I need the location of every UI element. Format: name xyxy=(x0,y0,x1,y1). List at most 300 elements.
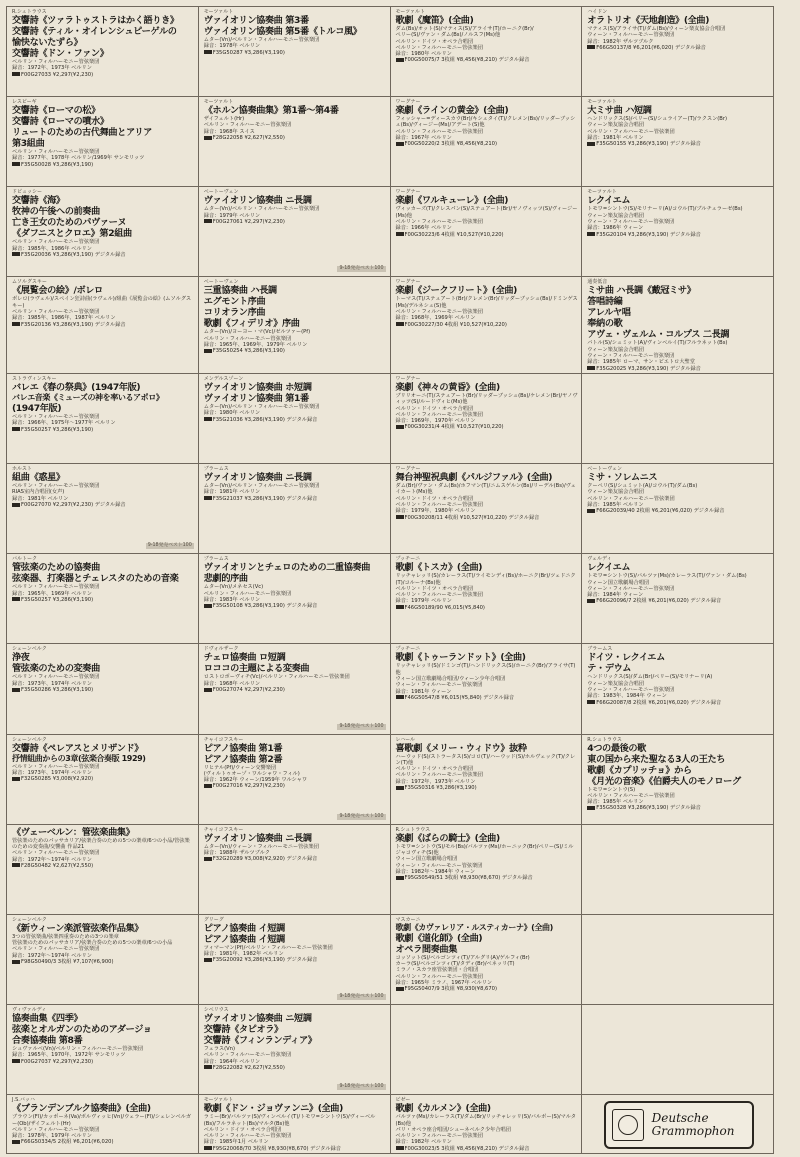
catalog-number xyxy=(204,603,387,609)
catalog-price: F66G50137/8 ¥6,201(¥6,020) デジタル録音 xyxy=(596,44,706,51)
catalog-number xyxy=(204,856,387,862)
catalog-entry xyxy=(391,187,583,277)
composer-name: ブラームス xyxy=(203,556,229,563)
composer-name: プッチーニ xyxy=(395,646,421,653)
catalog-entry xyxy=(7,1005,199,1095)
cd-icon xyxy=(396,515,404,519)
composer-name: モーツァルト xyxy=(395,9,426,15)
work-title: 《ブランデンブルク協奏曲》(全曲) xyxy=(12,1103,151,1115)
cd-icon xyxy=(204,857,212,861)
work-title: チェロ協奏曲 ロ短調 xyxy=(203,652,286,664)
performer-info: ブラウン(Fl)/カッポーネ(Va)/ボルヴィッヒ(Vn)/ウェラー(Fl)/シェレンベルガー(Ob)/ザイフェルト(Hr) xyxy=(12,1114,192,1127)
catalog-number xyxy=(12,427,195,433)
work-title: 楽劇《ワルキューレ》(全曲) xyxy=(395,195,509,207)
performer-info: ベルリン・フィルハーモニー管弦楽団 xyxy=(395,592,483,599)
work-title: 管弦楽のための協奏曲 xyxy=(12,562,100,574)
catalog-number xyxy=(396,1146,579,1152)
performer-info: バルツァ(Ms)/カレーラス(T)/ダム(Br)/リッチャレッリ(S)/バルボー(S)/マルタ(Bs)他 xyxy=(395,1114,576,1127)
performer-info: 録音：1968年 ベルリン xyxy=(203,680,261,687)
empty-cell xyxy=(391,1005,583,1095)
cd-icon xyxy=(204,958,212,962)
performer-info: ベルリン・フィルハーモニー管弦楽団 xyxy=(203,1052,292,1059)
work-title: 《展覧会の絵》/ボレロ xyxy=(12,285,103,297)
catalog-number xyxy=(204,348,387,354)
composer-name: ホルスト xyxy=(12,466,32,473)
release-badge: 9-18発売ベスト100 xyxy=(339,994,384,1000)
catalog-entry xyxy=(391,464,583,554)
catalog-entry xyxy=(7,277,199,373)
cd-icon xyxy=(396,142,404,146)
cd-icon xyxy=(12,1140,20,1144)
cd-icon xyxy=(587,366,595,370)
work-title: 喜歌劇《メリー・ウィドウ》抜粋 xyxy=(395,742,527,754)
catalog-entry xyxy=(391,915,583,1005)
performer-info: ベルリン・フィルハーモニー管弦楽団 xyxy=(395,1133,483,1140)
catalog-price: F35G21036 ¥3,286(¥3,190) デジタル録音 xyxy=(212,416,318,423)
cd-icon xyxy=(587,599,595,603)
performer-info: 録音：1977年、1978年 ベルリン/1969年 サンモリッツ xyxy=(12,155,145,162)
catalog-number xyxy=(204,957,387,963)
performer-info: ムター(Vn)/メネセス(Vc) xyxy=(203,584,264,591)
catalog-entry xyxy=(199,554,391,644)
performer-info: ムター(Vn)/ヨーヨー・マ(Vc)/ゼルツァー(Pf) xyxy=(203,329,311,336)
catalog-entry xyxy=(391,825,583,915)
catalog-number xyxy=(396,424,579,430)
catalog-price: F98G50490/3 3枚組 ¥7,107(¥6,900) xyxy=(21,959,114,966)
performer-info: ベルリン・フィルハーモニー管弦楽団 xyxy=(587,128,675,135)
catalog-number xyxy=(204,417,387,423)
composer-name: シェーンベルク xyxy=(12,646,47,653)
catalog-price: F00G27061 ¥2,297(¥2,230) xyxy=(212,218,285,225)
performer-info: ヘンドリックス(S)/ペリー(S)/シュライアー(T)/ラクスン(Br) xyxy=(587,116,727,123)
performer-info: ベルリン・フィルハーモニー管弦楽団 xyxy=(203,590,292,597)
work-title: 悲劇的序曲 xyxy=(203,573,248,585)
work-title: 管弦楽のための変奏曲 xyxy=(12,663,100,675)
performer-info: 録音：1968年 スイス xyxy=(203,128,255,135)
composer-name: ワーグナー xyxy=(395,99,421,106)
performer-info: 録音：1966年 ベルリン xyxy=(395,225,452,232)
composer-name: ハイドン xyxy=(587,9,608,15)
cd-icon xyxy=(12,427,20,431)
performer-info: 録音：1964年 ベルリン xyxy=(203,1058,261,1065)
catalog-number xyxy=(587,508,770,514)
performer-info: ペリー(S)/ヴァン・ダム(Bs)/ノルスフ(Ms)他 xyxy=(395,32,501,39)
label-logo-cell xyxy=(582,1095,774,1154)
catalog-entry xyxy=(582,554,774,644)
cd-icon xyxy=(12,777,20,781)
catalog-number xyxy=(204,50,387,56)
work-title: 合奏協奏曲 第8番 xyxy=(12,1035,83,1047)
performer-info: ベルリン・フィルハーモニー管弦楽団 xyxy=(203,335,292,342)
composer-name: R.シュトラウス xyxy=(587,736,622,743)
catalog-number xyxy=(587,45,770,51)
cd-icon xyxy=(396,232,404,236)
catalog-entry xyxy=(391,374,583,464)
performer-info: 録音：1972年、1973年 ベルリン xyxy=(395,778,476,785)
performer-info: ベルリン・フィルハーモニー管弦楽団 xyxy=(12,483,100,490)
catalog-price: F35G20092 ¥3,286(¥3,190) デジタル録音 xyxy=(212,957,318,964)
work-title: ロココの主題による変奏曲 xyxy=(203,663,310,675)
work-title: 協奏曲集《四季》 xyxy=(12,1013,83,1025)
performer-info: ウィーン・フィルハーモニー管弦楽団 xyxy=(587,32,675,39)
performer-info: ベルリン・フィルハーモニー管弦楽団 xyxy=(12,763,100,770)
empty-cell xyxy=(582,1005,774,1095)
performer-info: マティス(S)/アライサ(T)/ダム(Bs)/ウィーン楽友協会合唱団 xyxy=(587,26,726,32)
cd-icon xyxy=(587,806,595,810)
work-title: 《ダフニスとクロエ》第2組曲 xyxy=(12,228,132,240)
performer-info: 録音：1985年、1986年 ベルリン xyxy=(12,245,92,252)
work-title: 歌劇《カプリッチョ》から xyxy=(587,764,692,776)
catalog-price: F35G50287 ¥3,286(¥3,190) xyxy=(212,49,285,56)
catalog-price: F00G27016 ¥2,297(¥2,230) xyxy=(212,783,285,790)
performer-info: ウィーン楽友協会合唱団 xyxy=(587,212,644,219)
performer-info: 録音：1973年、1974年 ベルリン xyxy=(12,680,92,687)
work-title: 第3組曲 xyxy=(12,138,45,150)
composer-name: モーツァルト xyxy=(203,99,234,106)
catalog-price: F35G20104 ¥3,286(¥3,190) デジタル録音 xyxy=(596,231,701,238)
catalog-price: F35G50155 ¥3,286(¥3,190) デジタル録音 xyxy=(596,141,701,148)
composer-name: ビゼー xyxy=(395,1097,411,1104)
work-title: (1947年版) xyxy=(12,402,62,414)
catalog-number xyxy=(12,162,195,168)
work-title: ヴァイオリン協奏曲 ニ短調 xyxy=(203,1013,312,1025)
composer-name: ベートーヴェン xyxy=(203,279,239,286)
composer-name: ワーグナー xyxy=(395,375,421,382)
performer-info: ムター(Vn)/ベルリン・フィルハーモニー管弦楽団 xyxy=(203,483,320,490)
catalog-price: F00G30208/11 4枚組 ¥10,527(¥10,220) デジタル録音 xyxy=(404,514,540,521)
performer-info: 録音：1972年、1973年 ベルリン xyxy=(12,65,92,72)
performer-info: 録音：1979年、1980年 ベルリン xyxy=(395,508,476,515)
composer-name: ドヴォルザーク xyxy=(203,646,239,653)
catalog-price: F95G50549/51 3枚組 ¥8,930(¥8,670) デジタル録音 xyxy=(404,875,533,882)
work-title: アレルヤ唱 xyxy=(587,307,631,319)
cd-icon xyxy=(12,162,20,166)
performer-info: トモワ=シントウ(S)/モル(Bs)/バルツァ(Ms)/ホーニック(Br)/ペリー(S)/ミルジャコヴィチ(S)他 xyxy=(395,843,574,857)
cd-icon xyxy=(396,425,404,429)
work-title: 《ホルン協奏曲集》第1番〜第4番 xyxy=(203,105,339,117)
composer-name: ワーグナー xyxy=(395,466,421,473)
performer-info: ベルリン・ドイツ・オペラ合唱団 xyxy=(395,766,474,773)
catalog-entry xyxy=(199,735,391,825)
performer-info: パリ・オペラ座合唱団/シューネベルク少年合唱団 xyxy=(395,1126,511,1133)
cd-icon xyxy=(12,72,20,76)
release-badge: 9-18発売ベスト100 xyxy=(339,813,384,819)
work-title: 交響詩《フィンランディア》 xyxy=(203,1035,317,1047)
performer-info: フェラス(Vn) xyxy=(203,1046,235,1053)
catalog-entry xyxy=(391,735,583,825)
performer-info: ウィーン楽友協会合唱団 xyxy=(587,680,644,687)
catalog-number xyxy=(12,1139,195,1145)
performer-info: 録音：1986年 ウィーン xyxy=(587,225,644,232)
work-title: 歌劇《フィデリオ》序曲 xyxy=(203,318,300,330)
work-title: ヴァイオリン協奏曲 ニ長調 xyxy=(203,472,312,484)
performer-info: トモワ=シントウ(S)/モリナーリ(A)/コウル(T)/ブルチュラーゼ(Bs) xyxy=(587,206,743,213)
catalog-number xyxy=(587,805,770,811)
catalog-number xyxy=(204,135,387,141)
catalog-entry xyxy=(199,187,391,277)
composer-name: レハール xyxy=(395,736,416,743)
performer-info: ブリリオーニ(T)/ステュアート(Br)/リッダーブッシュ(Bs)/ケレメン(Br)/ヤノヴィッツ(S)/ルードヴィヒ(Ms)他 xyxy=(395,392,578,406)
work-title: 抒情組曲からの3章(弦楽合奏版 1929) xyxy=(12,753,146,763)
logo-line-2: Grammophon xyxy=(651,1123,735,1138)
work-title: 東の国から来た聖なる3人の王たち xyxy=(587,753,726,765)
performer-info: リッチャレッリ(S)/カレーラス(T)/ライモンディ(Bs)/ホーニク(Br)/ツェドニク(T)/コルーナ(Bs)他 xyxy=(395,573,576,586)
catalog-entry xyxy=(199,825,391,915)
performer-info: 管弦楽のためのパッサカリア/弦楽合奏のための5つの楽章/6つの小品/管弦楽のための変奏曲/交響曲 作品21 xyxy=(12,837,190,851)
catalog-number xyxy=(587,232,770,238)
cd-icon xyxy=(204,688,212,692)
catalog-price: F95G50407/9 3枚組 ¥8,930(¥8,670) xyxy=(404,986,497,993)
performer-info: ダム(Bs)/オット(S)/マティス(S)/アライサ(T)/ホーニク(Br)/ xyxy=(395,26,534,32)
catalog-number xyxy=(396,785,579,791)
catalog-number xyxy=(587,700,770,706)
catalog-price: F35G20025 ¥3,286(¥3,190) デジタル録音 xyxy=(596,365,701,372)
catalog-price: F35G50316 ¥3,286(¥3,190) xyxy=(404,785,477,792)
work-title: オラトリオ《天地創造》(全曲) xyxy=(587,15,709,26)
work-title: 愉快ないたずら》 xyxy=(12,37,83,48)
work-title: ミサ曲 ハ長調《戴冠ミサ》 xyxy=(587,285,696,297)
cd-icon xyxy=(204,604,212,608)
performer-info: 録音：1985年1月 ベルリン xyxy=(203,1139,269,1146)
work-title: 牧神の午後への前奏曲 xyxy=(12,206,100,218)
catalog-entry xyxy=(199,464,391,554)
work-title: 歌劇《ドン・ジョヴァンニ》(全曲) xyxy=(203,1103,343,1115)
performer-info: ベルリン・ドイツ・オペラ合唱団 xyxy=(395,585,474,592)
work-title: 弦楽器、打楽器とチェレスタのための音楽 xyxy=(12,573,179,585)
catalog-price: F00G50220/2 3枚組 ¥8,456(¥8,210) xyxy=(404,141,497,148)
work-title: 《月光の音楽》《伯爵夫人のモノローグ xyxy=(587,775,741,787)
cd-icon xyxy=(204,417,212,421)
work-title: ヴァイオリンとチェロのための二重協奏曲 xyxy=(203,562,371,574)
catalog-price: F00G27033 ¥2,297(¥2,230) xyxy=(21,71,94,78)
work-title: 弦楽とオルガンのためのアダージョ xyxy=(12,1024,152,1036)
composer-name: バルトーク xyxy=(12,556,38,563)
work-title: 交響詩《ツァラトゥストラはかく語りき》 xyxy=(12,15,179,26)
performer-info: 録音：1966年、1975年〜1977年 ベルリン xyxy=(12,420,116,427)
work-title: ピアノ協奏曲 第1番 xyxy=(203,742,283,754)
composer-name: モーツァルト xyxy=(203,9,234,15)
performer-info: 録音：1965年、1970年、1972年 サンモリッツ xyxy=(12,1052,126,1059)
performer-info: 録音：1978年、1979年 ベルリン xyxy=(12,1133,92,1140)
performer-info: ベルリン・フィルハーモニー管弦楽団 xyxy=(587,495,675,502)
catalog-entry xyxy=(199,374,391,464)
performer-info: ベルリン・フィルハーモニー管弦楽団 xyxy=(12,413,100,420)
catalog-entry xyxy=(582,644,774,734)
performer-info: ベルリン・フィルハーモニー管弦楽団 xyxy=(395,218,483,225)
work-title: ピアノ協奏曲 第2番 xyxy=(203,753,283,765)
performer-info: トーマス(T)/ステュアート(Br)/クレメン(Br)/リッダーブッシュ(Bs)/ドミンゲス(Ms)/デルネシュ(S)他 xyxy=(395,296,578,309)
catalog-entry xyxy=(582,7,774,97)
work-title: ミサ・ソレムニス xyxy=(587,472,658,484)
work-title: 浄夜 xyxy=(12,652,30,664)
work-title: 《ヴェーベルン：管弦楽曲集》 xyxy=(12,826,135,838)
catalog-price: F00G50075/7 3枚組 ¥8,456(¥8,210) デジタル録音 xyxy=(404,57,530,64)
performer-info: 録音：1985年、1986年、1987年 ベルリン xyxy=(12,315,116,322)
catalog-price: F95G20068/70 3枚組 ¥8,930(¥8,670) デジタル録音 xyxy=(212,1145,341,1152)
composer-name: チャイコフスキー xyxy=(203,826,244,833)
work-title: 亡き王女のためのパヴァーヌ xyxy=(12,217,127,229)
catalog-number xyxy=(12,502,195,508)
performer-info: ベルリン・ドイツ・オペラ合唱団 xyxy=(203,1126,282,1133)
catalog-entry xyxy=(7,7,199,97)
performer-info: 録音：1965年 ミラノ、1967年 ベルリン xyxy=(395,980,493,987)
performer-info: ベルリン・ドイツ・オペラ合唱団 xyxy=(395,495,474,502)
catalog-price: F35G21037 ¥3,286(¥3,190) デジタル録音 xyxy=(212,495,318,502)
cd-icon xyxy=(587,232,595,236)
empty-cell xyxy=(582,915,774,1005)
composer-name: メンデルスゾーン xyxy=(203,375,244,382)
catalog-entry xyxy=(391,644,583,734)
catalog-entry xyxy=(199,1005,391,1095)
composer-name: ブラームス xyxy=(203,466,229,473)
composer-name: ストラヴィンスキー xyxy=(12,375,57,382)
performer-info: ウィーン国立歌劇場合唱団 xyxy=(587,579,650,586)
work-title: ピアノ協奏曲 イ短調 xyxy=(203,933,285,945)
performer-info: ベルリン・フィルハーモニー管弦楽団 xyxy=(12,584,100,591)
performer-info: ウィーン・フィルハーモニー管弦楽団 xyxy=(395,682,483,689)
catalog-price: F00G27074 ¥2,297(¥2,230) xyxy=(212,687,285,694)
composer-name: R.シュトラウス xyxy=(12,9,47,15)
cd-icon xyxy=(396,322,404,326)
catalog-price: F28G22082 ¥2,627(¥2,550) xyxy=(212,1064,285,1071)
composer-name: グリーグ xyxy=(203,916,224,923)
performer-info: トモワ=シントウ(S)/バルツァ(Ms)/カレーラス(T)/ヴァン・ダム(Bs) xyxy=(587,573,747,580)
work-title: ヴァイオリン協奏曲 ニ長調 xyxy=(203,832,312,844)
composer-name: チャイコフスキー xyxy=(203,736,244,743)
performer-info: 録音：1978年 ベルリン xyxy=(203,43,261,50)
performer-info: 録音：1985年 ベルリン xyxy=(587,799,644,806)
performer-info: ウィーン・フィルハーモニー管弦楽団 xyxy=(587,353,675,360)
performer-info: カーラ(S)/ベルゴンツィ(T)/タディ(Br)/ベネッリ(T) xyxy=(395,961,515,968)
catalog-price: F35G20036 ¥3,286(¥3,190) デジタル録音 xyxy=(21,251,126,258)
release-badge: 9-18発売ベスト100 xyxy=(339,723,384,729)
performer-info: ベルリン・フィルハーモニー管弦楽団 xyxy=(395,772,483,779)
catalog-number xyxy=(204,496,387,502)
cd-icon xyxy=(587,509,595,513)
performer-info: 録音：1985年 ベルリン xyxy=(587,502,644,508)
performer-info: ベルリン・フィルハーモニー管弦楽団 xyxy=(12,239,100,246)
performer-info: クーペリ(S)/シュミット(A)/コウル(T)/ダム(Bs) xyxy=(587,483,698,490)
performer-info: ベルリン・フィルハーモニー管弦楽団 xyxy=(12,674,100,681)
performer-info: 録音：1982年〜1984年 ウィーン xyxy=(395,868,476,875)
performer-info: ベルリン・フィルハーモニー管弦楽団 xyxy=(587,792,675,799)
catalog-entry xyxy=(391,554,583,644)
performer-info: 録音：1988年 ザルツブルク xyxy=(203,850,270,857)
catalog-entry xyxy=(582,277,774,373)
performer-info: ウィーン・フィルハーモニー管弦楽団 xyxy=(587,585,675,592)
performer-info: コッソット(S)/ベルゴンツィ(T)/アルグリ(A)/ゲルフィ(Br) xyxy=(395,954,530,961)
catalog-entry xyxy=(199,277,391,373)
performer-info: 録音：1967年 ベルリン xyxy=(395,135,452,142)
catalog-price: F66G20039/40 2枚組 ¥6,201(¥6,020) デジタル録音 xyxy=(596,508,725,515)
performer-info: ベルリン・フィルハーモニー管弦楽団 xyxy=(395,502,483,508)
work-title: レクイエム xyxy=(587,195,631,207)
performer-info: 録音：1969年、1970年 ベルリン xyxy=(395,418,476,425)
performer-info: ベルリン・ドイツ・オペラ合唱団 xyxy=(395,38,474,45)
performer-info: ベルリン・フィルハーモニー管弦楽団 xyxy=(395,44,483,51)
work-title: ピアノ協奏曲 イ短調 xyxy=(203,922,285,934)
work-title: 歌劇《カルメン》(全曲) xyxy=(395,1103,491,1115)
performer-info: ヴィッカーズ(T)/クレスパン(S)/ステュアート(Br)/ヤノヴィッツ(S)/ヴィージー(Ms)他 xyxy=(395,206,578,219)
cd-icon xyxy=(587,45,595,49)
performer-info: ウィーン楽友協会合唱団 xyxy=(587,489,644,496)
catalog-price: F35G50028 ¥3,286(¥3,190) xyxy=(21,161,94,168)
work-title: エグモント序曲 xyxy=(203,296,266,308)
deutsche-grammophon-logo xyxy=(604,1101,754,1149)
cd-icon xyxy=(204,784,212,788)
composer-name: ヴィヴァルディ xyxy=(12,1007,47,1014)
composer-name: モーツァルト xyxy=(203,1097,234,1104)
catalog-price: F46G50189/90 ¥6,015(¥5,840) xyxy=(404,604,485,611)
catalog-price: F32G20289 ¥3,008(¥2,920) デジタル録音 xyxy=(212,856,318,863)
catalog-entry xyxy=(7,464,199,554)
performer-info: ベルリン・フィルハーモニー管弦楽団 xyxy=(12,1126,100,1133)
catalog-price: F35G50254 ¥3,286(¥3,190) xyxy=(212,348,285,355)
work-title: コリオラン序曲 xyxy=(203,307,266,319)
catalog-price: F00G30223/6 4枚組 ¥10,527(¥10,220) xyxy=(404,231,504,238)
performer-info: リッチャレッリ(S)/ドミンゴ(T)/ヘンドリックス(S)/ホーニク(Br)/アライサ(T)他 xyxy=(395,663,576,676)
work-title: 4つの最後の歌 xyxy=(587,742,646,754)
work-title: 三重協奏曲 ハ長調 xyxy=(203,285,277,297)
work-title: 大ミサ曲 ハ短調 xyxy=(587,105,652,117)
release-badge: 9-18発売ベスト100 xyxy=(339,266,384,272)
composer-name: ムソルグスキー xyxy=(12,279,47,286)
composer-name: シベリウス xyxy=(203,1007,229,1014)
cd-icon xyxy=(12,1059,20,1063)
performer-info: 管弦楽のためのパッサカリア/弦楽合奏のための5つの楽章/6つの小品 xyxy=(12,940,173,947)
performer-info: ウィーン楽友協会合唱団 xyxy=(587,122,644,129)
cd-icon xyxy=(204,219,212,223)
cd-icon xyxy=(204,496,212,500)
work-title: 楽劇《ばらの騎士》(全曲) xyxy=(395,832,500,844)
cd-icon xyxy=(587,142,595,146)
composer-name: プッチーニ xyxy=(395,556,421,563)
work-title: 組曲《惑星》 xyxy=(12,472,65,484)
catalog-entry xyxy=(391,277,583,373)
work-title: 交響詩《ドン・ファン》 xyxy=(12,48,109,59)
performer-info: ベルリン・フィルハーモニー管弦楽団 xyxy=(395,973,483,980)
work-title: 楽劇《ジークフリート》(全曲) xyxy=(395,285,517,297)
cd-icon xyxy=(12,597,20,601)
cd-icon xyxy=(396,605,404,609)
performer-info: ムター(Vn)/ウィーン・フィルハーモニー管弦楽団 xyxy=(203,843,319,850)
performer-info: ウィーン・フィルハーモニー管弦楽団 xyxy=(395,862,483,869)
performer-info: ベルリン・フィルハーモニー管弦楽団 xyxy=(12,59,100,65)
performer-info: 録音：1984年 ウィーン xyxy=(587,592,644,599)
performer-info: 録音：1979年 ベルリン xyxy=(395,598,452,605)
work-title: ヴァイオリン協奏曲 ニ長調 xyxy=(203,195,312,207)
catalog-price: F35G50257 ¥3,286(¥3,190) xyxy=(21,596,94,603)
catalog-price: F66G20087/8 2枚組 ¥6,201(¥6,020) デジタル録音 xyxy=(596,699,722,706)
work-title: ドイツ・レクイエム xyxy=(587,652,665,664)
catalog-entry xyxy=(199,7,391,97)
cd-icon xyxy=(396,987,404,991)
cd-icon xyxy=(396,876,404,880)
catalog-entry xyxy=(7,644,199,734)
work-title: 歌劇《トスカ》(全曲) xyxy=(395,562,483,574)
work-title: 楽劇《神々の黄昏》(全曲) xyxy=(395,381,500,393)
performer-info: トモワ=シントウ(S) xyxy=(587,786,636,793)
performer-info: ヘンドリックス(S)/ダム(Br)/ペリー(S)/モリナーリ(A) xyxy=(587,674,713,681)
performer-info: 録音：1965年、1969年、1979年 ベルリン xyxy=(203,342,308,349)
composer-name: ベートーヴェン xyxy=(203,189,239,196)
catalog-entry xyxy=(582,464,774,554)
performer-info: ベルリン・フィルハーモニー管弦楽団 xyxy=(395,411,483,418)
work-title: 歌劇《トゥーランドット》(全曲) xyxy=(395,652,526,664)
performer-info: 録音：1981年 ウィーン xyxy=(395,688,452,695)
catalog-number xyxy=(12,863,195,869)
performer-info: ベルリン・フィルハーモニー管弦楽団 xyxy=(12,149,100,156)
